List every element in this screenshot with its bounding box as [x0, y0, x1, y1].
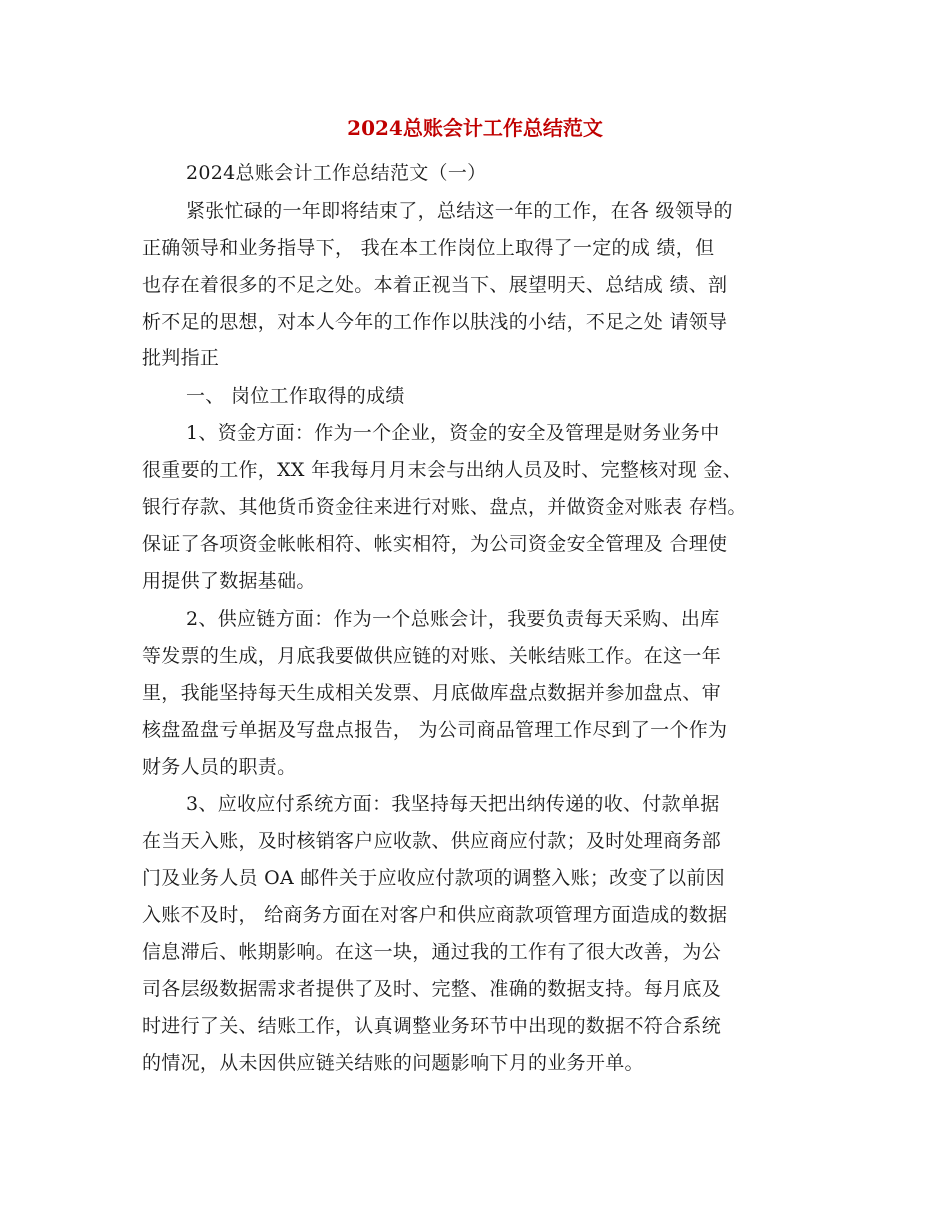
paragraph-line: 门及业务人员 OA 邮件关于应收应付款项的调整入账；改变了以前因 [142, 867, 725, 889]
paragraph-line: 很重要的工作，XX 年我每月月末会与出纳人员及时、完整核对现 金、 [142, 459, 743, 481]
paragraph-line: 时进行了关、结账工作，认真调整业务环节中出现的数据不符合系统 [142, 1015, 722, 1037]
paragraph-line: 入账不及时， 给商务方面在对客户和供应商款项管理方面造成的数据 [142, 904, 728, 926]
paragraph-line: 3、应收应付系统方面：我坚持每天把出纳传递的收、付款单据 [186, 793, 720, 815]
paragraph-line: 司各层级数据需求者提供了及时、完整、准确的数据支持。每月底及 [142, 978, 722, 1000]
paragraph-line: 核盘盈盘亏单据及写盘点报告， 为公司商品管理工作尽到了一个作为 [142, 719, 728, 741]
paragraph-line: 在当天入账，及时核销客户应收款、供应商应付款；及时处理商务部 [142, 830, 722, 852]
subsection-heading: 一、 岗位工作取得的成绩 [186, 385, 405, 407]
paragraph-line: 析不足的思想，对本人今年的工作作以肤浅的小结，不足之处 请领导 [142, 311, 728, 333]
paragraph-line: 等发票的生成，月底我要做供应链的对账、关帐结账工作。在这一年 [142, 645, 722, 667]
paragraph-line: 保证了各项资金帐帐相符、帐实相符，为公司资金安全管理及 合理使 [142, 533, 728, 555]
paragraph-line: 批判指正 [142, 347, 220, 369]
paragraph-line: 用提供了数据基础。 [142, 570, 316, 592]
paragraph-line: 2、供应链方面：作为一个总账会计，我要负责每天采购、出库 [186, 608, 720, 630]
paragraph-line: 信息滞后、帐期影响。在这一块，通过我的工作有了很大改善，为公 [142, 941, 722, 963]
paragraph-line: 里，我能坚持每天生成相关发票、月底做库盘点数据并参加盘点、审 [142, 682, 722, 704]
paragraph-line: 的情况，从未因供应链关结账的问题影响下月的业务开单。 [142, 1052, 644, 1074]
paragraph-line: 银行存款、其他货币资金往来进行对账、盘点，并做资金对账表 存档。 [142, 496, 747, 518]
section-heading: 2024总账会计工作总结范文（一） [186, 162, 487, 184]
paragraph-line: 也存在着很多的不足之处。本着正视当下、展望明天、总结成 绩、剖 [142, 274, 728, 296]
paragraph-line: 1、资金方面：作为一个企业，资金的安全及管理是财务业务中 [186, 422, 720, 444]
paragraph-line: 正确领导和业务指导下， 我在本工作岗位上取得了一定的成 绩，但 [142, 237, 715, 259]
document-title: 2024总账会计工作总结范文 [347, 116, 603, 140]
paragraph-line: 紧张忙碌的一年即将结束了，总结这一年的工作，在各 级领导的 [186, 200, 733, 222]
paragraph-line: 财务人员的职责。 [142, 756, 297, 778]
